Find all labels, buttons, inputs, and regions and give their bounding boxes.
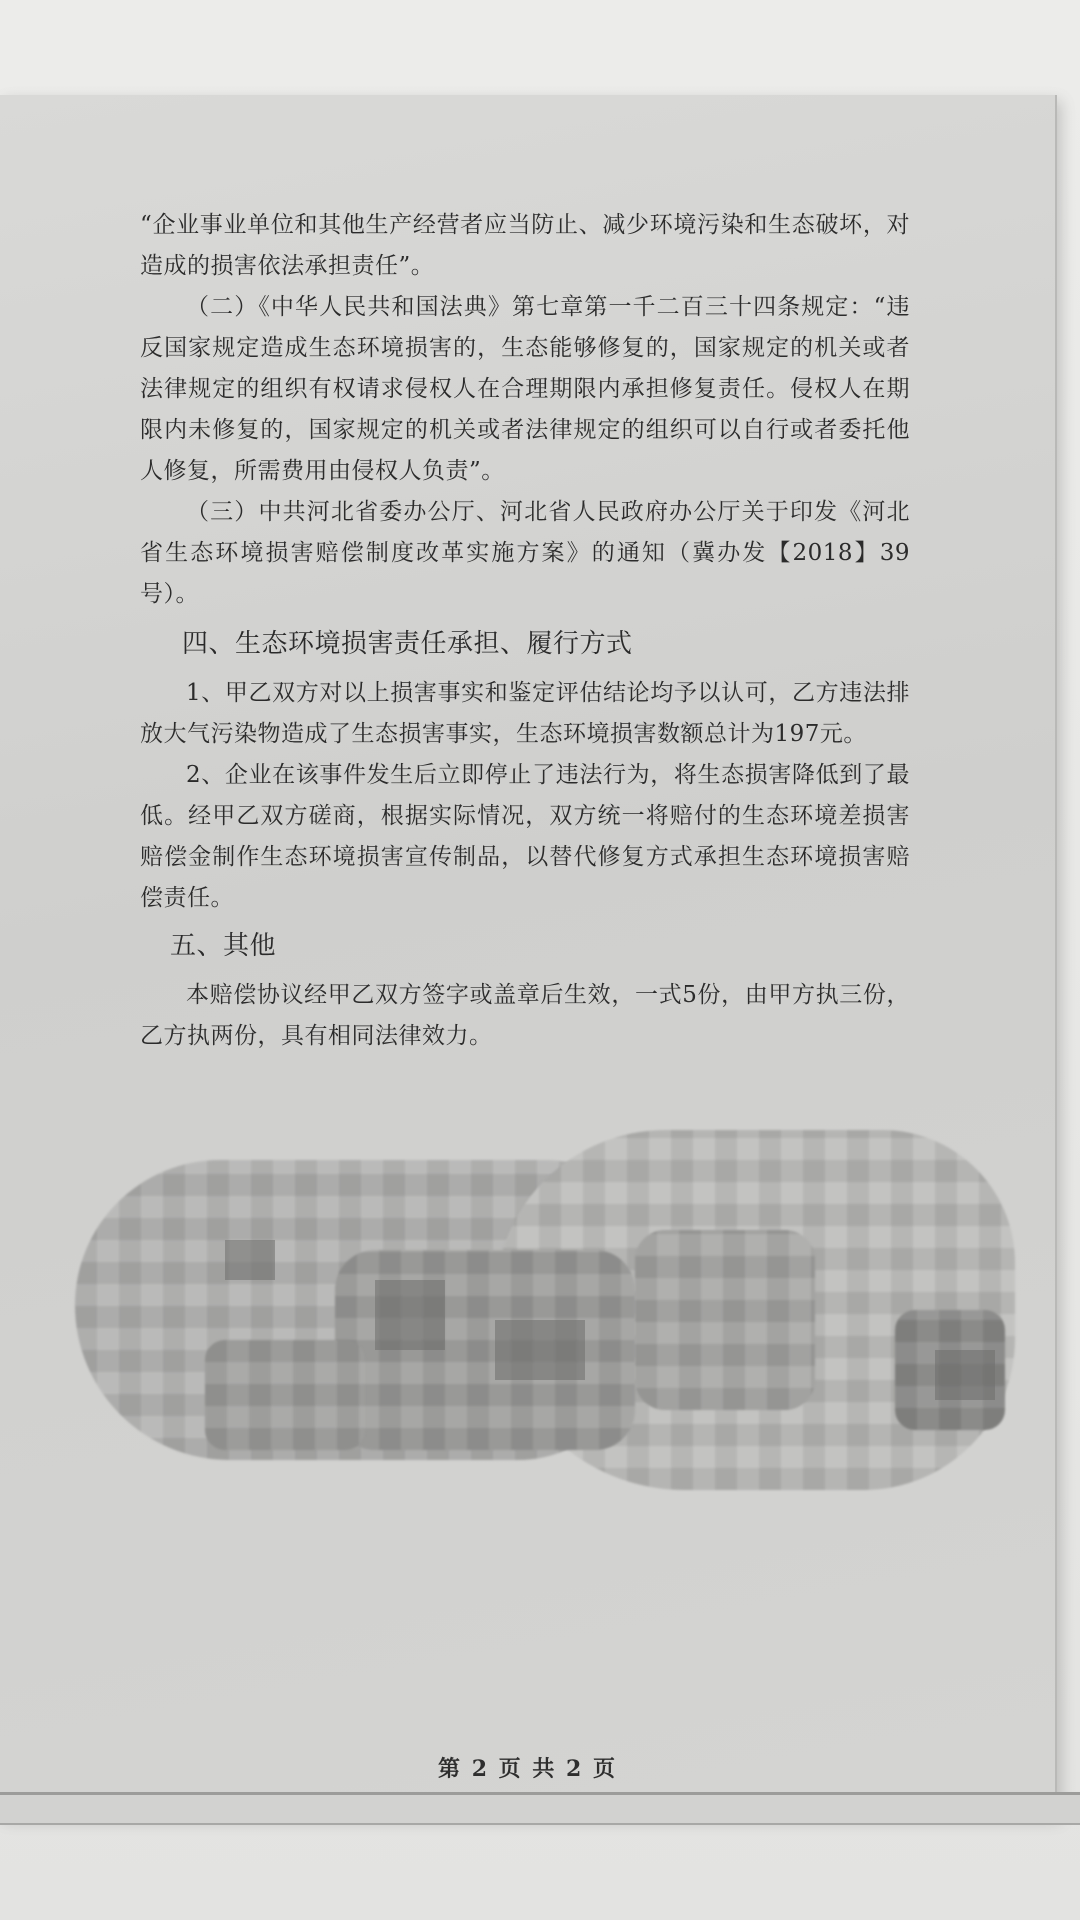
document-body: [140, 205, 910, 1057]
section-4-item-1: 1、甲乙双方对以上损害事实和鉴定评估结论均予以认可，乙方违法排放大气污染物造成了生态损害事实，生态环境损害数额总计为197元。: [140, 680, 910, 747]
section-5-heading: 五、其他: [170, 931, 277, 961]
hebei-notice-paragraph: （三）中共河北省委办公厅、河北省人民政府办公厅关于印发《河北省生态环境损害赔偿制度改革实施方案》的通知（冀办发【2018】39号）。: [140, 499, 910, 607]
page-number: 第 2 页 共 2 页: [438, 1756, 617, 1782]
civil-code-paragraph: （二）《中华人民共和国法典》第七章第一千二百三十四条规定：“违反国家规定造成生态环境损害的，生态能够修复的，国家规定的机关或者法律规定的组织有权请求侵权人在合理期限内承担修复责任。侵权人在期限内未修复的，国家规定的机关或者法律规定的组织可以自行或者委托他人修复，所需费用由侵权人负责”。: [140, 294, 910, 484]
page-edge-below: [0, 1792, 1080, 1825]
section-5-text: 本赔偿协议经甲乙双方签字或盖章后生效，一式5份，由甲方执三份，乙方执两份，具有相同法律效力。: [140, 982, 910, 1049]
quoted-paragraph: “企业事业单位和其他生产经营者应当防止、减少环境污染和生态破坏，对造成的损害依法承担责任”。: [140, 212, 910, 279]
mosaic-region: [635, 1230, 815, 1410]
mosaic-dark-block: [375, 1280, 445, 1350]
mosaic-dark-block: [225, 1240, 275, 1280]
pixelated-signature-seal: [75, 1130, 1015, 1530]
section-4-heading: 四、生态环境损害责任承担、履行方式: [182, 629, 633, 659]
section-4-item-2: 2、企业在该事件发生后立即停止了违法行为，将生态损害降低到了最低。经甲乙双方磋商，根据实际情况，双方统一将赔付的生态环境差损害赔偿金制作生态环境损害宣传制品，以替代修复方式承担生态环境损害赔偿责任。: [140, 762, 910, 911]
mosaic-region: [205, 1340, 365, 1450]
mosaic-dark-block: [935, 1350, 995, 1400]
mosaic-dark-block: [495, 1320, 585, 1380]
